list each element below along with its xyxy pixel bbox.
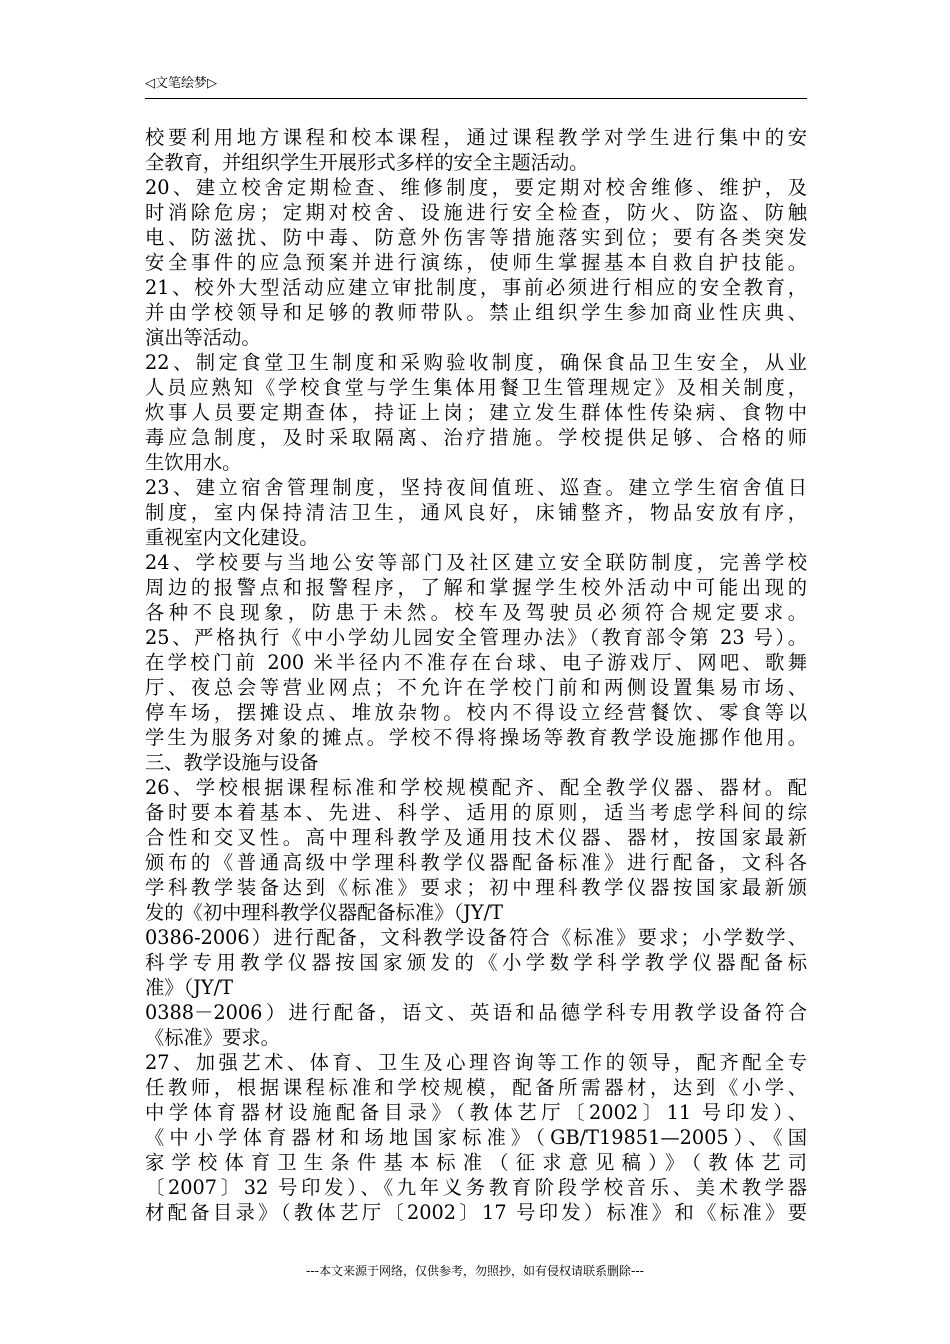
- text-line: 各种不良现象，防患于未然。校车及驾驶员必须符合规定要求。: [145, 601, 807, 624]
- text-line: 0386-2006）进行配备，文科教学设备符合《标准》要求；小学数学、: [145, 926, 807, 949]
- text-line: 制度，室内保持清洁卫生，通风良好，床铺整齐，物品安放有序，: [145, 501, 807, 524]
- text-line: 演出等活动。: [145, 326, 261, 349]
- text-line: 25、严格执行《中小学幼儿园安全管理办法》（教育部令第 23 号）。: [145, 626, 807, 649]
- text-line: 《标准》要求。: [145, 1026, 280, 1049]
- text-line: 学生为服务对象的摊点。学校不得将操场等教育教学设施挪作他用。: [145, 726, 807, 749]
- text-line: 0388－2006）进行配备，语文、英语和品德学科专用教学设备符合: [145, 1001, 807, 1024]
- text-line: 校要利用地方课程和校本课程，通过课程教学对学生进行集中的安: [145, 126, 807, 149]
- text-line: 任教师，根据课程标准和学校规模，配备所需器材，达到《小学、: [145, 1076, 807, 1099]
- text-line: 时消除危房；定期对校舍、设施进行安全检查，防火、防盗、防触: [145, 201, 807, 224]
- text-line: 重视室内文化建设。: [145, 526, 319, 549]
- text-line: 科学专用教学仪器按国家颁发的《小学数学科学教学仪器配备标: [145, 951, 807, 974]
- text-line: 周边的报警点和报警程序，了解和掌握学生校外活动中可能出现的: [145, 576, 807, 599]
- text-line: 生饮用水。: [145, 451, 242, 474]
- page-footer: ---本文来源于网络，仅供参考，勿照抄，如有侵权请联系删除---: [306, 1264, 644, 1278]
- text-line: 26、学校根据课程标准和学校规模配齐、配全教学仪器、器材。配: [145, 776, 807, 799]
- text-line: 27、加强艺术、体育、卫生及心理咨询等工作的领导，配齐配全专: [145, 1051, 807, 1074]
- text-line: 《中小学体育器材和场地国家标准》（GB/T19851—2005）、《国: [145, 1126, 807, 1149]
- text-line: 毒应急制度，及时采取隔离、治疗措施。学校提供足够、合格的师: [145, 426, 807, 449]
- text-line: 并由学校领导和足够的教师带队。禁止组织学生参加商业性庆典、: [145, 301, 807, 324]
- text-line: 炊事人员要定期查体，持证上岗；建立发生群体性传染病、食物中: [145, 401, 807, 424]
- text-line: 材配备目录》（教体艺厅〔2002〕17 号印发）标准》和《标准》要: [145, 1201, 807, 1224]
- text-line: 20、建立校舍定期检查、维修制度，要定期对校舍维修、维护，及: [145, 176, 807, 199]
- text-line: 23、建立宿舍管理制度，坚持夜间值班、巡查。建立学生宿舍值日: [145, 476, 807, 499]
- text-line: 中学体育器材设施配备目录》（教体艺厅〔2002〕11 号印发）、: [145, 1101, 807, 1124]
- header-text: ◁文笔绘梦▷: [145, 76, 217, 91]
- text-line: 在学校门前 200 米半径内不准存在台球、电子游戏厅、网吧、歌舞: [145, 651, 807, 674]
- text-line: 22、制定食堂卫生制度和采购验收制度，确保食品卫生安全，从业: [145, 351, 807, 374]
- text-line: 21、校外大型活动应建立审批制度，事前必须进行相应的安全教育，: [145, 276, 807, 299]
- text-line: 人员应熟知《学校食堂与学生集体用餐卫生管理规定》及相关制度，: [145, 376, 807, 399]
- text-line: 24、学校要与当地公安等部门及社区建立安全联防制度，完善学校: [145, 551, 807, 574]
- text-line: 厅、夜总会等营业网点；不允许在学校门前和两侧设置集易市场、: [145, 676, 807, 699]
- text-line: 安全事件的应急预案并进行演练，使师生掌握基本自救自护技能。: [145, 251, 807, 274]
- text-line: 〔2007〕32 号印发）、《九年义务教育阶段学校音乐、美术教学器: [145, 1176, 807, 1199]
- text-line: 三、教学设施与设备: [145, 751, 319, 774]
- text-line: 停车场，摆摊设点、堆放杂物。校内不得设立经营餐饮、零食等以: [145, 701, 807, 724]
- text-line: 电、防滋扰、防中毒、防意外伤害等措施落实到位；要有各类突发: [145, 226, 807, 249]
- text-line: 准》（JY/T: [145, 976, 234, 999]
- text-line: 发的《初中理科教学仪器配备标准》（JY/T: [145, 901, 503, 924]
- text-line: 学科教学装备达到《标准》要求；初中理科教学仪器按国家最新颁: [145, 876, 807, 899]
- text-line: 合性和交叉性。高中理科教学及通用技术仪器、器材，按国家最新: [145, 826, 807, 849]
- page-header: [145, 74, 807, 99]
- text-line: 颁布的《普通高级中学理科教学仪器配备标准》进行配备，文科各: [145, 851, 807, 874]
- text-line: 备时要本着基本、先进、科学、适用的原则，适当考虑学科间的综: [145, 801, 807, 824]
- document-body: [145, 125, 807, 1225]
- text-line: 家学校体育卫生条件基本标准（征求意见稿）》（教体艺司: [145, 1151, 807, 1174]
- text-line: 全教育，并组织学生开展形式多样的安全主题活动。: [145, 151, 589, 174]
